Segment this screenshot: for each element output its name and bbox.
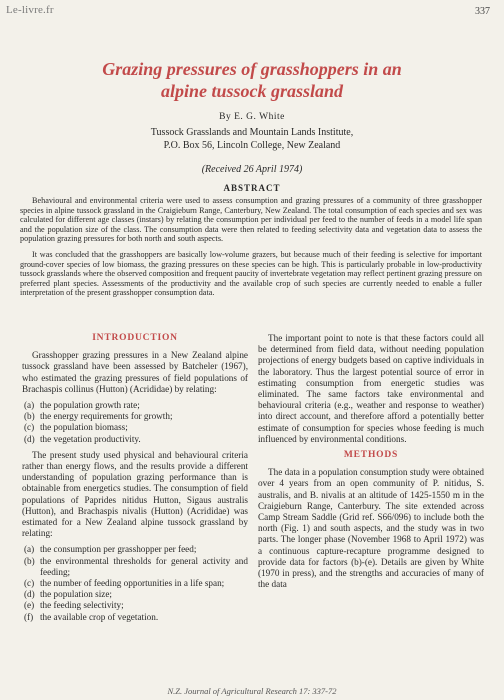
list-text: the available crop of vegetation. [40, 611, 159, 622]
list-label: (a) [24, 400, 35, 411]
list-text: the number of feeding opportunities in a life span; [40, 578, 225, 589]
list-label: (d) [24, 433, 35, 444]
intro-paragraph-1: Grasshopper grazing pressures in a New Zealand alpine tussock grassland have been assessed by Batcheler (1967), who estimated the grazing pressures of field populations of Brachaspis collinus (Hutton) (Acrididae) by relating: [22, 350, 248, 394]
list-text: the population growth rate; [40, 400, 140, 411]
intro-paragraph-2: The present study used physical and behavioural criteria rather than energy flows, and the results provide a different understanding of population grazing performance than is obtainable from energetics studies. The consumption of field populations of Paprides nitidus Hutton, Sigaus australis (Hutton), and Brachaspis nivalis (Hutton) (Acrididae) was estimated for a New Zealand alpine tussock grassland by relating: [22, 449, 248, 539]
list-text: the consumption per grasshopper per feed; [40, 544, 197, 555]
list-text: the population size; [40, 589, 112, 600]
received-date: (Received 26 April 1974) [201, 164, 303, 175]
introduction-heading: INTRODUCTION [92, 333, 178, 343]
list-item [22, 600, 248, 611]
list-label: (b) [24, 555, 35, 566]
list-label: (f) [24, 611, 34, 622]
page-number: 337 [475, 6, 490, 17]
affiliation [0, 127, 504, 152]
watermark: Le-livre.fr [6, 4, 54, 16]
list-label: (a) [24, 544, 35, 555]
abstract-paragraph-1: Behavioural and environmental criteria were used to assess consumption and grazing pressures of a community of three grasshopper species in alpine tussock grassland in the Craigieburn Range, Canterbury, New Zealand. The total consumption of each species and sex was calculated for different age classes (instars) by relating the consumption per individual per feed to the number of feeds in a model life span and the population size of the class. The consumption data were then related to feeding selectivity data and vegetation data to assess the population grazing pressures for both north and south aspects. [20, 196, 482, 244]
list-text: the population biomass; [40, 422, 128, 433]
left-column [22, 333, 248, 628]
list-text: the vegetation productivity. [40, 433, 141, 444]
list-label: (e) [24, 600, 35, 611]
list-item [22, 400, 248, 411]
right-paragraph-1: The important point to note is that these factors could all be determined from field data, without needing population projections of energy budgets based on captive individuals in the laboratory. Thus the largest potential source of error in estimating consumption from energetic studies was eliminated. The same factors take environmental and behavioural criteria (e.g., weather and response to weather) into direct account, and therefore afford a potentially better estimate of consumption for species whose feeding is much influenced by environmental conditions. [258, 333, 484, 444]
list-label: (b) [24, 411, 35, 422]
methods-paragraph-1: The data in a population consumption study were obtained over 4 years from an open community of P. nitidus, S. australis, and B. nivalis at an altitude of 1425-1550 m in the Craigieburn Range, Canterbury. The site extended across Camp Stream Saddle (Grid ref. S66/096) to include both the north (Fig. 1) and south aspects, and the study was in two parts. The longer phase (November 1968 to April 1972) was a continuous capture-recapture programme designed to provide data for factors (b)-(e). Details are given by White (1970 in press), and the strengths and accuracies of many of the data [258, 467, 484, 590]
criteria-list-1 [22, 400, 248, 445]
list-item [22, 544, 248, 555]
list-text: the feeding selectivity; [40, 600, 124, 611]
list-item [22, 434, 248, 445]
abstract-heading: ABSTRACT [223, 183, 281, 193]
paper-title [0, 58, 504, 102]
list-label: (c) [24, 578, 35, 589]
byline: By E. G. White [219, 112, 285, 122]
affiliation-line-1: Tussock Grasslands and Mountain Lands Institute, [150, 127, 354, 138]
list-item [22, 411, 248, 422]
title-line-1: Grazing pressures of grasshoppers in an [102, 59, 402, 79]
list-label: (d) [24, 589, 35, 600]
list-item [22, 612, 248, 623]
list-item [22, 422, 248, 433]
title-line-2: alpine tussock grassland [160, 81, 344, 101]
criteria-list-2 [22, 544, 248, 622]
methods-heading: METHODS [343, 450, 399, 461]
right-column [258, 333, 484, 595]
journal-citation: N.Z. Journal of Agricultural Research 17: 337-72 [167, 686, 337, 696]
list-label: (c) [24, 422, 35, 433]
abstract-paragraph-2: It was concluded that the grasshoppers are basically low-volume grazers, but because much of their feeding is selective for important ground-cover species of low biomass, the grazing pressures on these species can be high. This is particularly probable in low-productivity tussock grasslands where the observed composition and frequent paucity of invertebrate vegetation may reflect pertinent grazing pressure on preferred plant species. Assessments of the productivity and the available crop of such species are currently needed to enable a fuller interpretation of the present grasshopper consumption data. [20, 249, 482, 298]
abstract [20, 196, 482, 304]
list-item [22, 556, 248, 578]
list-item [22, 578, 248, 589]
list-text: the environmental thresholds for general activity and feeding; [40, 555, 248, 577]
list-text: the energy requirements for growth; [40, 411, 173, 422]
affiliation-line-2: P.O. Box 56, Lincoln College, New Zealand [163, 139, 341, 151]
list-item [22, 589, 248, 600]
